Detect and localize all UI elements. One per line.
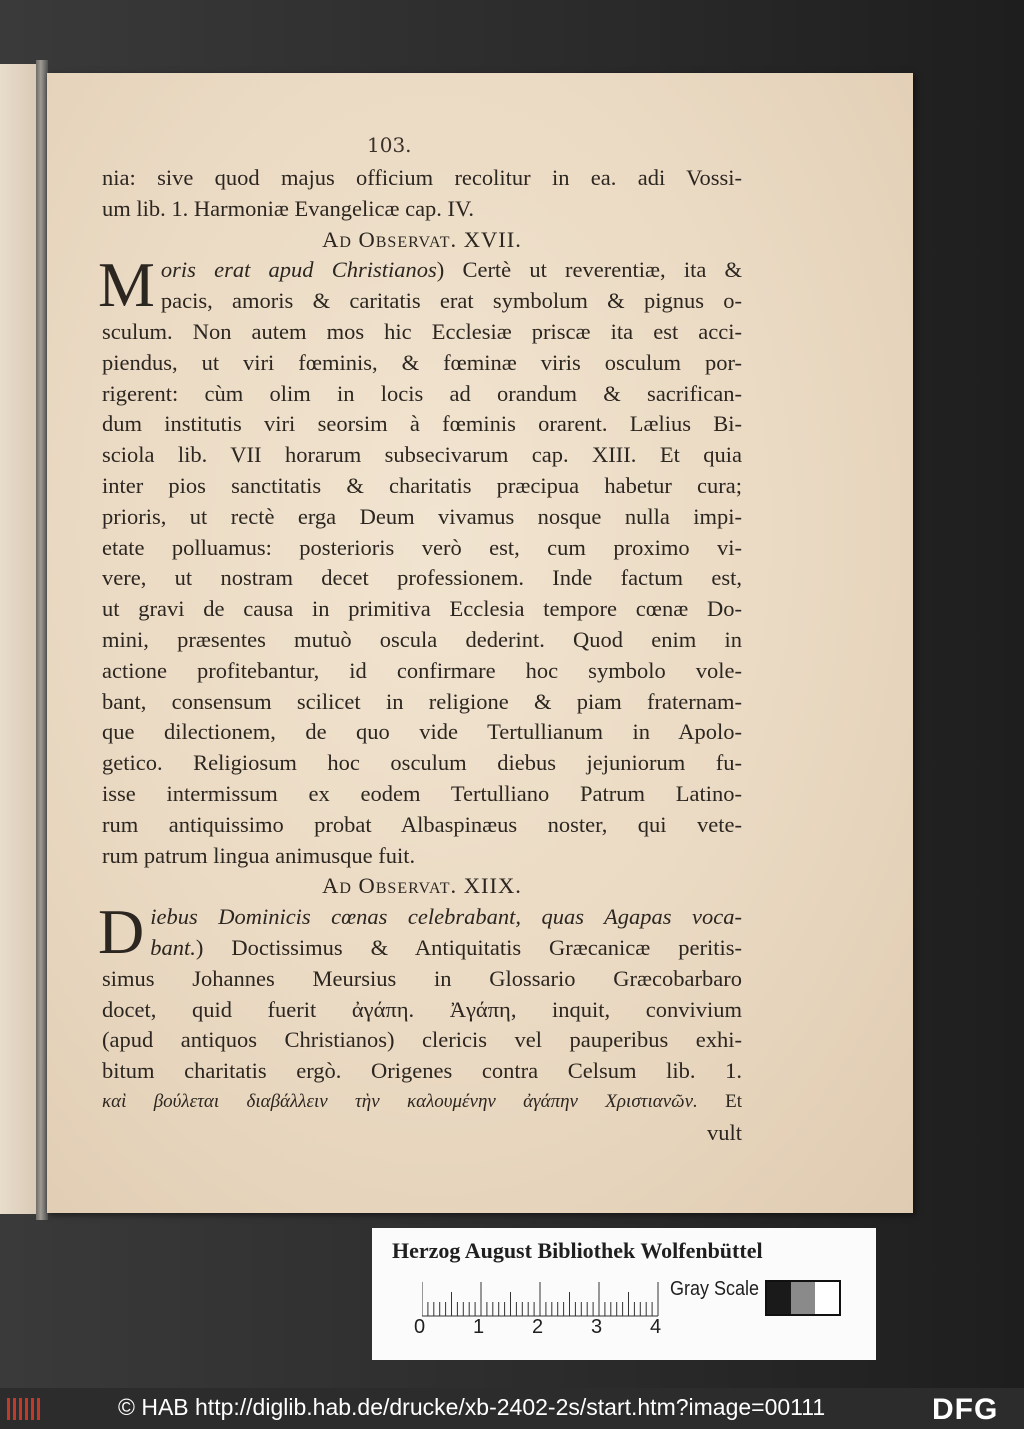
text-line: rigerent: cùm olim in locis ad orandum & sacrifican- <box>102 380 742 406</box>
drop-initial: D <box>98 896 145 968</box>
text-line <box>102 933 742 964</box>
dfg-logo: DFG <box>932 1393 999 1426</box>
text-line: piendus, ut viri fœminis, & fœminæ viris osculum por- <box>102 349 742 375</box>
ruler-number: 4 <box>650 1316 662 1338</box>
swatch-gray <box>791 1282 815 1314</box>
text-line: isse intermissum ex eodem Tertulliano Patrum Latino- <box>102 780 742 806</box>
italic-lemma: oris erat apud Christianos <box>160 257 437 283</box>
text-run: Et <box>725 1090 743 1112</box>
text-line: mini, præsentes mutuò oscula dederint. Quod enim in <box>102 626 742 652</box>
text-line: simus Johannes Meursius in Glossario Græcobarbaro <box>102 965 742 991</box>
text-line: sculum. Non autem mos hic Ecclesiæ priscæ ita est acci- <box>102 318 742 344</box>
page-number: 103. <box>367 133 412 157</box>
text-line: pacis, amoris & caritatis erat symbolum & pignus o- <box>160 288 742 314</box>
gray-scale-label: Gray Scale <box>670 1278 760 1300</box>
text-line: nia: sive quod majus officium recolitur in ea. adi Vossi- <box>102 165 742 190</box>
text-line: sciola lib. VII horarum subsecivarum cap. XIII. Et quia <box>102 442 742 468</box>
greek-quotation: καὶ βούλεται διαβάλλειν τὴν καλουμένην ἀγάπην Χριστιανῶν. <box>102 1090 698 1112</box>
page-text <box>98 133 743 1149</box>
section-heading: Ad Observat. XVII. <box>322 226 522 252</box>
text-line: bant, consensum scilicet in religione & piam fraternam- <box>102 688 742 714</box>
catchword: vult <box>706 1119 742 1145</box>
ruler-numbers <box>414 1316 674 1342</box>
ruler-number: 2 <box>532 1316 544 1338</box>
color-reference-card <box>372 1228 876 1360</box>
ruler-scale <box>422 1280 662 1320</box>
text-line: inter pios sanctitatis & charitatis præcipua habetur cura; <box>102 472 742 498</box>
text-line: getico. Religiosum hoc osculum diebus jejuniorum fu- <box>102 750 742 776</box>
swatch-black <box>767 1282 791 1314</box>
text-line <box>102 255 742 286</box>
ruler-number: 1 <box>473 1316 485 1338</box>
paragraph <box>98 249 742 871</box>
text-line <box>102 1087 742 1118</box>
text-line: dum institutis viri seorsim à fœminis orarent. Lælius Bi- <box>102 411 742 437</box>
library-title: Herzog August Bibliothek Wolfenbüttel <box>392 1238 763 1263</box>
gray-scale-swatches <box>765 1280 841 1316</box>
text-line: bitum charitatis ergò. Origenes contra Celsum lib. 1. <box>102 1058 742 1084</box>
text-line: etate polluamus: posterioris verò est, cum proximo vi- <box>102 534 742 560</box>
italic-lemma: bant. <box>150 934 196 960</box>
text-line: rum antiquissimo probat Albaspinæus noster, qui vete- <box>102 811 742 837</box>
text-line: iebus Dominicis cœnas celebrabant, quas Agapas voca- <box>150 904 742 930</box>
text-line: rum patrum lingua animusque fuit. <box>102 842 416 868</box>
paragraph <box>98 896 743 1148</box>
drop-initial: M <box>98 249 155 321</box>
text-run: ) Certè ut reverentiæ, ita & <box>436 257 742 283</box>
viewer-footer <box>0 1388 1024 1429</box>
text-line: um lib. 1. Harmoniæ Evangelicæ cap. IV. <box>102 195 475 221</box>
text-run: ) Doctissimus & Antiquitatis Græcanicæ peritis- <box>195 934 742 960</box>
ruler-number: 0 <box>414 1316 426 1338</box>
previous-page-edge <box>0 64 36 1214</box>
copyright-link[interactable]: © HAB http://diglib.hab.de/drucke/xb-2402-2s/start.htm?image=00111 <box>118 1394 826 1420</box>
ruler-number: 3 <box>591 1316 603 1338</box>
text-line: (apud antiquos Christianos) clericis vel pauperibus exhi- <box>102 1027 742 1053</box>
text-line: actione profitebantur, id confirmare hoc symbolo vole- <box>102 657 742 683</box>
swatch-white <box>815 1282 839 1314</box>
hab-logo-icon <box>6 1396 44 1422</box>
text-line: prioris, ut rectè erga Deum vivamus nosque nulla impi- <box>102 503 742 529</box>
text-line: ut gravi de causa in primitiva Ecclesia tempore cœnæ Do- <box>102 596 742 622</box>
text-line: docet, quid fuerit ἀγάπη. Ἀγάπη, inquit, convivium <box>102 996 742 1022</box>
book-page <box>47 73 913 1213</box>
section-heading: Ad Observat. XIIX. <box>322 873 522 899</box>
text-line: que dilectionem, de quo vide Tertullianum in Apolo- <box>102 719 742 745</box>
text-line: vere, ut nostram decet professionem. Inde factum est, <box>102 565 742 591</box>
